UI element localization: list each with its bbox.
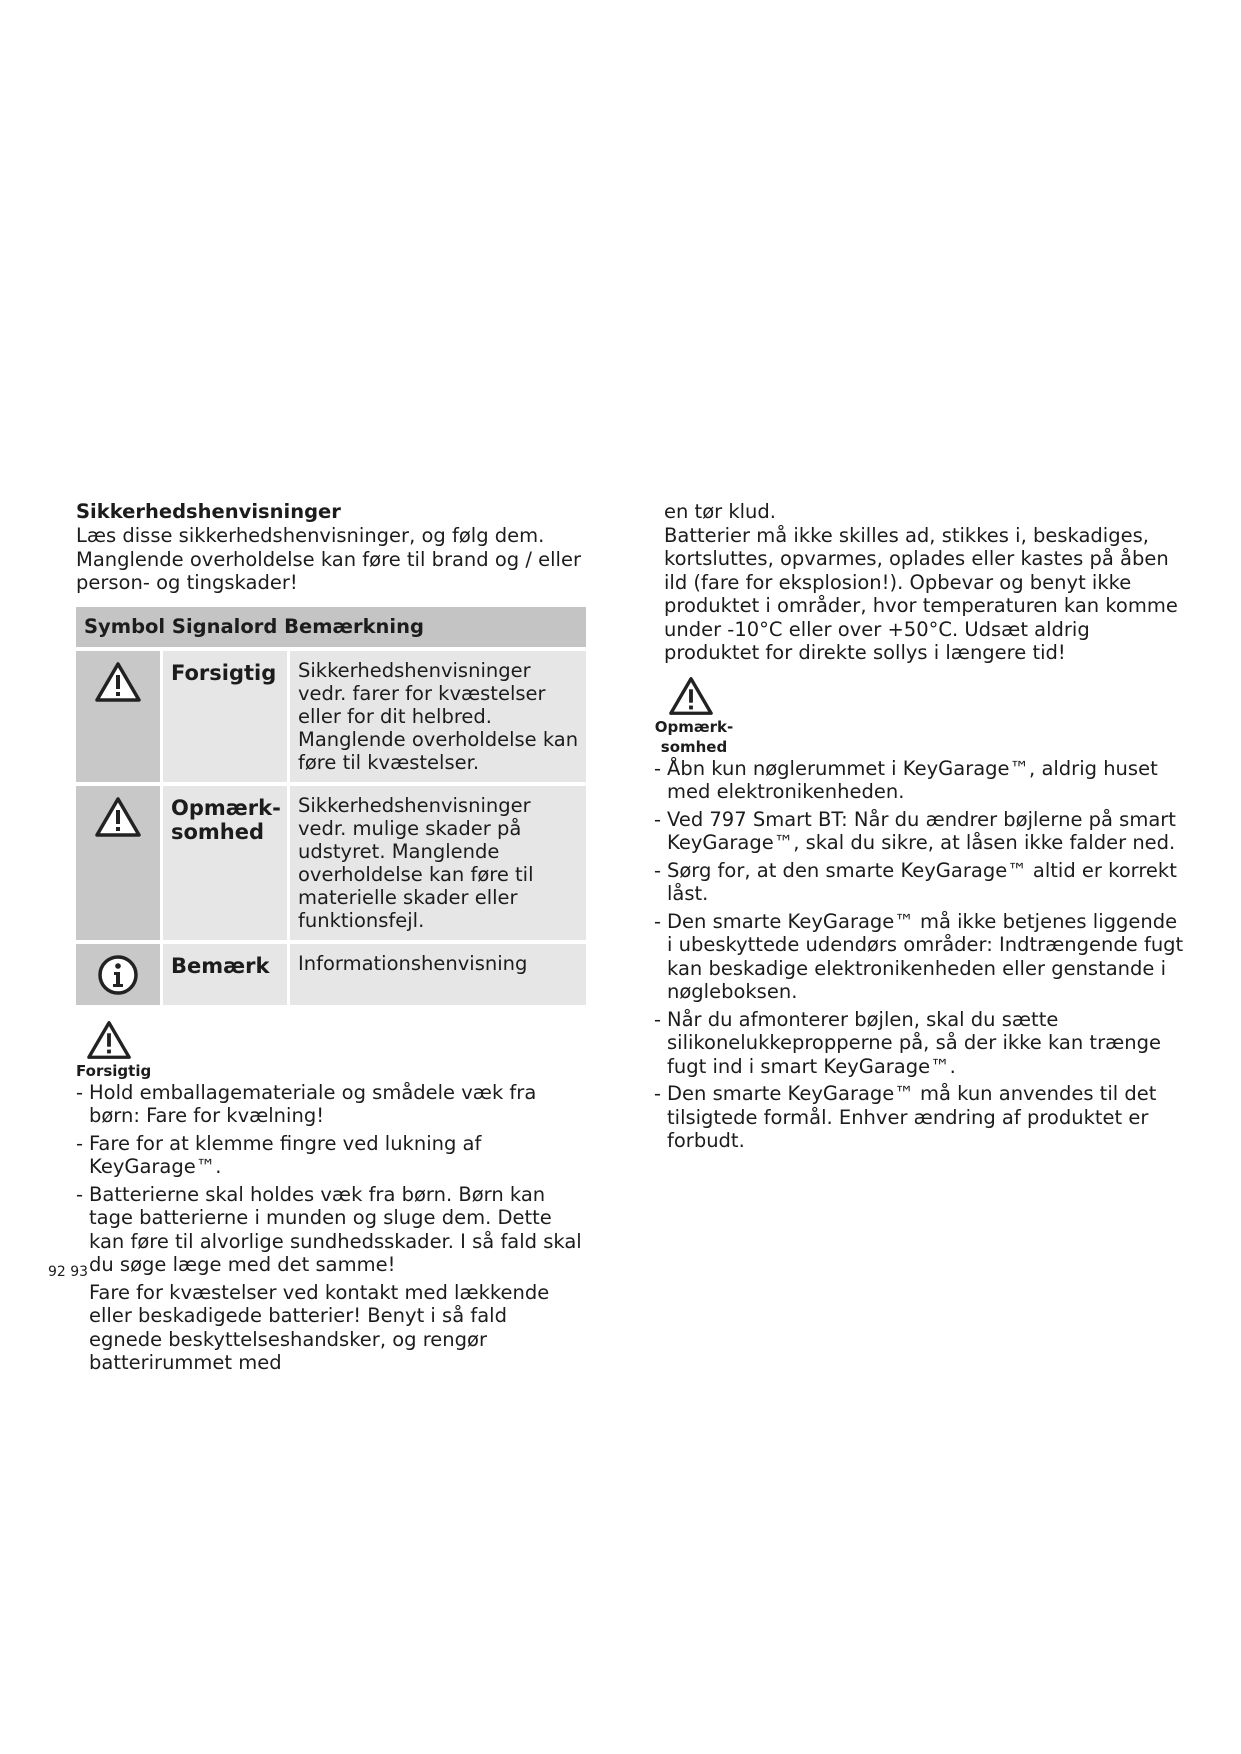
left-column	[76, 500, 586, 1375]
header-signalord: Signalord	[171, 615, 278, 638]
caution-list	[76, 1081, 586, 1277]
list-item: - Batterierne skal holdes væk fra børn. Børn kan tage batterierne i munden og sluge dem. Dette kan føre til alvorlige sundhedsskader. I så fald skal du søge læge med det samme!	[76, 1183, 586, 1277]
warning-triangle-icon	[668, 675, 714, 717]
signal-description: Sikkerhedshenvisninger vedr. farer for kvæstelser eller for dit helbred. Manglende overholdelse kan føre til kvæstelser.	[289, 649, 587, 784]
attention-label: Opmærk- somhed	[654, 717, 734, 756]
warning-triangle-icon	[94, 661, 142, 703]
table-row	[76, 649, 586, 784]
signal-word: Forsigtig	[162, 649, 289, 784]
symbol-table-header	[76, 607, 586, 649]
signal-description: Sikkerhedshenvisninger vedr. mulige skader på udstyret. Manglende overholdelse kan føre til materielle skader eller funktionsfejl.	[289, 784, 587, 942]
continued-text: en tør klud. Batterier må ikke skilles ad, stikkes i, beskadiges, kortsluttes, opvarmes, oplades eller kastes på åben ild (fare for eksplosion!). Opbevar og benyt ikke produktet i områder, hvor temperaturen kan komme under -10°C eller over +50°C. Udsæt aldrig produktet for direkte sollys i længere tid!	[664, 500, 1178, 664]
attention-block	[654, 675, 1184, 1153]
info-icon	[97, 954, 139, 996]
signal-word: Opmærk- somhed	[162, 784, 289, 942]
signal-description: Informationshenvisning	[289, 942, 587, 1005]
list-item: - Åbn kun nøglerummet i KeyGarage™, aldrig huset med elektronikenheden.	[654, 757, 1184, 804]
list-item: - Fare for at klemme fingre ved lukning af KeyGarage™.	[76, 1132, 586, 1179]
symbol-cell	[76, 649, 162, 784]
list-item: - Når du afmonterer bøjlen, skal du sætte silikonelukkepropperne på, så der ikke kan trænge fugt ind i smart KeyGarage™.	[654, 1008, 1184, 1079]
warning-triangle-icon	[86, 1019, 132, 1061]
symbol-table-header-cell	[76, 607, 586, 649]
list-item: - Den smarte KeyGarage™ må kun anvendes til det tilsigtede formål. Enhver ændring af produktet er forbudt.	[654, 1082, 1184, 1153]
signal-word: Bemærk	[162, 942, 289, 1005]
list-item: - Sørg for, at den smarte KeyGarage™ altid er korrekt låst.	[654, 859, 1184, 906]
symbol-table	[76, 607, 586, 1005]
right-column	[654, 500, 1184, 1157]
caution-continued-text: Fare for kvæstelser ved kontakt med lækkende eller beskadigede batterier! Benyt i så fald egnede beskyttelseshandsker, og rengør batterirummet med	[89, 1280, 550, 1374]
header-symbol: Symbol	[84, 615, 166, 638]
symbol-cell	[76, 784, 162, 942]
list-item: - Hold emballagemateriale og smådele væk fra børn: Fare for kvælning!	[76, 1081, 586, 1128]
list-item: - Den smarte KeyGarage™ må ikke betjenes liggende i ubeskyttede udendørs områder: Indtrængende fugt kan beskadige elektronikenheden eller genstande i nøgleboksen.	[654, 910, 1184, 1004]
header-bemaerkning: Bemærkning	[284, 615, 424, 638]
symbol-cell	[76, 942, 162, 1005]
intro-text: Læs disse sikkerhedshenvisninger, og følg dem. Manglende overholdelse kan føre til brand og / eller person- og tingskader!	[76, 524, 581, 594]
warning-triangle-icon	[94, 796, 142, 838]
table-row	[76, 784, 586, 942]
section-title: Sikkerhedshenvisninger	[76, 500, 341, 523]
caution-block	[76, 1019, 586, 1375]
table-row	[76, 942, 586, 1005]
caution-label: Forsigtig	[76, 1061, 152, 1080]
list-item: - Ved 797 Smart BT: Når du ændrer bøjlerne på smart KeyGarage™, skal du sikre, at låsen ikke falder ned.	[654, 808, 1184, 855]
attention-list	[654, 757, 1184, 1153]
page-number: 92 93	[48, 1264, 89, 1280]
